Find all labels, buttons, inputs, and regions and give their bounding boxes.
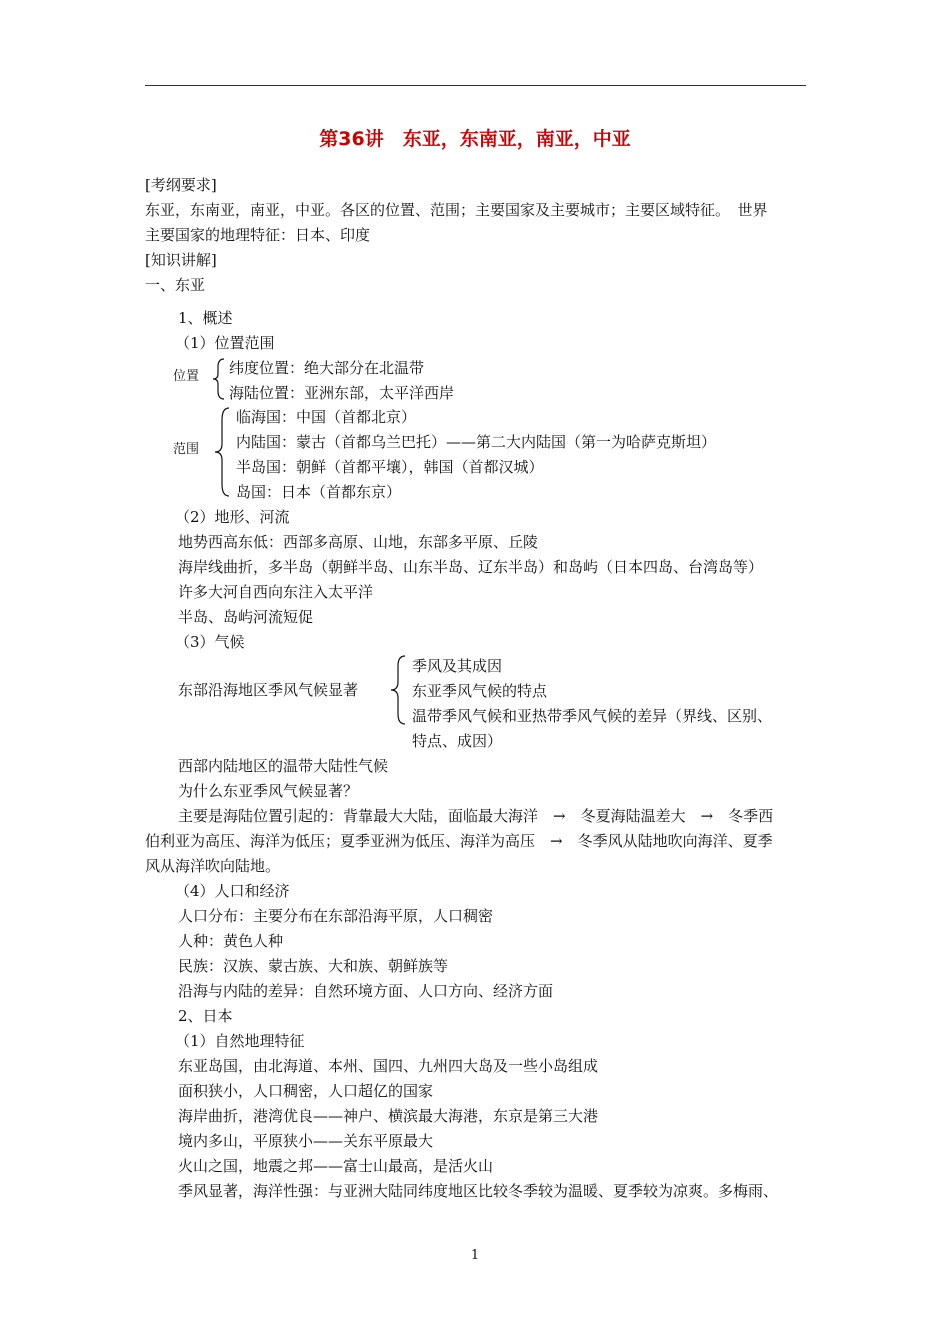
terrain-line-1: 地势西高东低：西部多高原、山地，东部多平原、丘陵 (178, 533, 539, 551)
scope-item-1: 临海国：中国（首都北京） (236, 408, 417, 426)
climate-label: 东部沿海地区季风气候显著 (178, 681, 359, 699)
location-label: 位置 (173, 369, 200, 384)
subsection-overview: 1、概述 (178, 309, 233, 327)
scope-item-4: 岛国：日本（首都东京） (236, 483, 402, 501)
population-line-3: 民族：汉族、蒙古族、大和族、朝鲜族等 (178, 957, 449, 975)
syllabus-heading: [考纲要求] (145, 176, 217, 194)
climate-question: 为什么东亚季风气候显著？ (178, 782, 359, 800)
subsection-climate: （3）气候 (175, 633, 245, 651)
subsection-japan-nature: （1）自然地理特征 (175, 1032, 305, 1050)
page-number: 1 (470, 1248, 480, 1263)
location-item-1: 纬度位置：绝大部分在北温带 (229, 359, 425, 377)
climate-line-1: 西部内陆地区的温带大陆性气候 (178, 757, 389, 775)
population-line-1: 人口分布：主要分布在东部沿海平原，人口稠密 (178, 907, 494, 925)
climate-item-1: 季风及其成因 (412, 657, 503, 675)
terrain-line-2: 海岸线曲折，多半岛（朝鲜半岛、山东半岛、辽东半岛）和岛屿（日本四岛、台湾岛等） (178, 558, 764, 576)
location-brace (212, 357, 226, 401)
scope-item-3: 半岛国：朝鲜（首都平壤），韩国（首都汉城） (236, 458, 544, 476)
subsection-location-scope: （1）位置范围 (175, 334, 275, 352)
japan-line-3: 海岸曲折，港湾优良——神户、横滨最大海港，东京是第三大港 (178, 1107, 599, 1125)
climate-item-3-cont: 特点、成因） (412, 732, 503, 750)
terrain-line-3: 许多大河自西向东注入太平洋 (178, 583, 374, 601)
japan-line-6: 季风显著，海洋性强：与亚洲大陆同纬度地区比较冬季较为温暖、夏季较为凉爽。多梅雨、 (178, 1182, 779, 1200)
climate-item-2: 东亚季风气候的特点 (412, 682, 548, 700)
scope-brace (212, 406, 232, 498)
reason-line-1: 主要是海陆位置引起的：背靠最大大陆，面临最大海洋 → 冬夏海陆温差大 → 冬季西 (178, 807, 774, 825)
climate-brace (388, 654, 408, 726)
header-rule (145, 85, 806, 86)
japan-line-4: 境内多山，平原狭小——关东平原最大 (178, 1132, 434, 1150)
page-title: 第36讲 东亚，东南亚，南亚，中亚 (319, 128, 631, 150)
subsection-japan: 2、日本 (178, 1007, 233, 1025)
subsection-terrain: （2）地形、河流 (175, 508, 290, 526)
climate-item-3: 温带季风气候和亚热带季风气候的差异（界线、区别、 (412, 707, 773, 725)
section-east-asia: 一、东亚 (145, 276, 206, 294)
subsection-population: （4）人口和经济 (175, 882, 290, 900)
scope-item-2: 内陆国：蒙古（首都乌兰巴托）——第二大内陆国（第一为哈萨克斯坦） (236, 433, 717, 451)
population-line-4: 沿海与内陆的差异：自然环境方面、人口方向、经济方面 (178, 982, 554, 1000)
location-item-2: 海陆位置：亚洲东部，太平洋西岸 (229, 384, 455, 402)
japan-line-1: 东亚岛国，由北海道、本州、国四、九州四大岛及一些小岛组成 (178, 1057, 599, 1075)
reason-line-3: 风从海洋吹向陆地。 (145, 857, 281, 875)
japan-line-5: 火山之国，地震之邦——富士山最高，是活火山 (178, 1157, 494, 1175)
syllabus-line-1: 东亚，东南亚，南亚，中亚。各区的位置、范围；主要国家及主要城市；主要区域特征。 世界 (145, 201, 768, 219)
syllabus-line-2: 主要国家的地理特征：日本、印度 (145, 226, 371, 244)
reason-line-2: 伯利亚为高压、海洋为低压；夏季亚洲为低压、海洋为高压 → 冬季风从陆地吹向海洋、夏季 (145, 832, 773, 850)
population-line-2: 人种：黄色人种 (178, 932, 284, 950)
scope-label: 范围 (173, 442, 200, 457)
knowledge-heading: [知识讲解] (145, 251, 217, 269)
japan-line-2: 面积狭小，人口稠密，人口超亿的国家 (178, 1082, 434, 1100)
terrain-line-4: 半岛、岛屿河流短促 (178, 608, 314, 626)
